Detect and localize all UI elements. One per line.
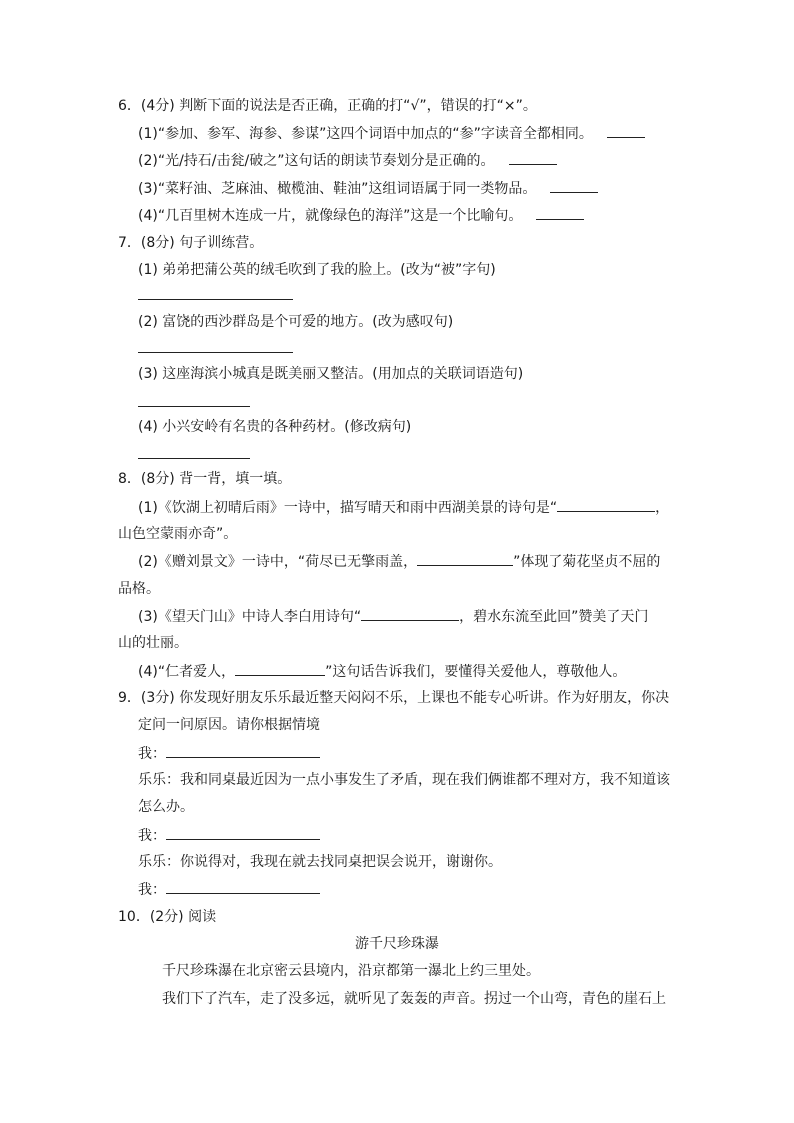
q9-me-3: 我：	[138, 879, 320, 900]
q7-item-4: (4) 小兴安岭有名贵的各种药材。(修改病句)	[138, 419, 412, 435]
answer-line[interactable]	[138, 299, 293, 300]
q6-head: 6．(4分) 判断下面的说法是否正确，正确的打“√”，错误的打“×”。	[118, 98, 537, 114]
answer-blank[interactable]	[417, 551, 513, 566]
q7-head: 7．(8分) 句子训练营。	[118, 235, 264, 251]
q6-item-1: (1)“参加、参军、海参、参谋”这四个词语中加点的“参”字读音全都相同。	[138, 123, 645, 144]
q7-item-1: (1) 弟弟把蒲公英的绒毛吹到了我的脸上。(改为“被”字句)	[138, 262, 496, 278]
q9-head-cont: 定问一问原因。请你根据情境	[138, 717, 320, 733]
q6-item-3: (3)“菜籽油、芝麻油、橄榄油、鞋油”这组词语属于同一类物品。	[138, 178, 598, 199]
answer-blank[interactable]	[557, 497, 655, 512]
q7-item-2: (2) 富饶的西沙群岛是个可爱的地方。(改为感叹句)	[138, 314, 454, 330]
q9-lele-2: 乐乐：你说得对，我现在就去找同桌把误会说开，谢谢你。	[138, 854, 502, 870]
answer-blank[interactable]	[361, 606, 459, 621]
answer-line[interactable]	[138, 352, 293, 353]
answer-blank[interactable]	[550, 178, 598, 193]
q9-me-1: 我：	[138, 743, 320, 764]
answer-blank[interactable]	[235, 661, 325, 676]
passage-paragraph-1: 千尺珍珠瀑在北京密云县境内，沿京都第一瀑北上约三里处。	[162, 963, 540, 979]
q9-lele-1-cont: 怎么办。	[138, 799, 194, 815]
q8-item-3-cont: 山的壮丽。	[118, 635, 188, 651]
q8-item-2-cont: 品格。	[118, 581, 160, 597]
answer-line[interactable]	[138, 406, 250, 407]
answer-blank[interactable]	[166, 825, 320, 840]
q6-item-4: (4)“几百里树木连成一片，就像绿色的海洋”这是一个比喻句。	[138, 205, 584, 226]
answer-blank[interactable]	[166, 879, 320, 894]
passage-title: 游千尺珍珠瀑	[355, 936, 439, 952]
answer-blank[interactable]	[166, 743, 320, 758]
q6-item-2: (2)“光/持石/击瓮/破之”这句话的朗读节奏划分是正确的。	[138, 150, 557, 171]
q9-head: 9．(3分) 你发现好朋友乐乐最近整天闷闷不乐，上课也不能专心听讲。作为好朋友，你决	[118, 690, 670, 706]
answer-blank[interactable]	[509, 150, 557, 165]
q8-item-3: (3)《望天门山》中诗人李白用诗句“ ，碧水东流至此回”赞美了天门	[138, 606, 648, 627]
q7-item-3: (3) 这座海滨小城真是既美丽又整洁。(用加点的关联词语造句)	[138, 366, 524, 382]
q10-head: 10．(2分) 阅读	[118, 909, 217, 925]
q9-lele-1: 乐乐：我和同桌最近因为一点小事发生了矛盾，现在我们俩谁都不理对方，我不知道该	[138, 772, 670, 788]
q8-item-2: (2)《赠刘景文》一诗中，“荷尽已无擎雨盖， ”体现了菊花坚贞不屈的	[138, 551, 660, 572]
answer-line[interactable]	[138, 458, 250, 459]
q8-item-1-cont: 山色空蒙雨亦奇”。	[118, 526, 238, 542]
q9-me-2: 我：	[138, 825, 320, 846]
answer-blank[interactable]	[536, 205, 584, 220]
passage-paragraph-2: 我们下了汽车，走了没多远，就听见了轰轰的声音。拐过一个山弯，青色的崖石上	[162, 991, 666, 1007]
q8-item-1: (1)《饮湖上初晴后雨》一诗中，描写晴天和雨中西湖美景的诗句是“ ，	[138, 497, 669, 518]
answer-blank[interactable]	[607, 123, 645, 138]
q8-item-4: (4)“仁者爱人， ”这句话告诉我们，要懂得关爱他人，尊敬他人。	[138, 661, 626, 682]
q8-head: 8．(8分) 背一背，填一填。	[118, 471, 292, 487]
